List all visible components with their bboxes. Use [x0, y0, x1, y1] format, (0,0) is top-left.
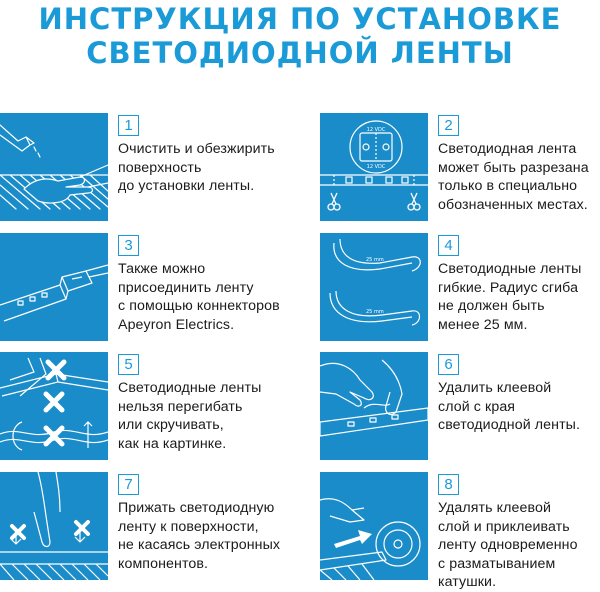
bend-radius-illustration: [320, 233, 428, 341]
step-8: [320, 472, 600, 590]
voltage-label-top: 12 VDC: [366, 127, 386, 133]
voltage-label-bottom: 12 VDC: [366, 164, 386, 170]
title-line-1: ИНСТРУКЦИЯ ПО УСТАНОВКЕ: [38, 2, 562, 36]
press-illustration: [0, 472, 108, 580]
peel-illustration: [320, 352, 428, 460]
step-number: 8: [438, 474, 459, 495]
radius-label-2: 25 mm: [366, 309, 384, 315]
step-number: 7: [118, 474, 139, 495]
bending-forbidden-illustration: [0, 352, 108, 460]
step-text: Удалять клеевой слой и приклеивать ленту одновременно с разматыванием катушки.: [438, 500, 578, 590]
step-3: [0, 233, 290, 341]
reel-illustration: [320, 472, 428, 580]
step-6: [320, 352, 600, 460]
step-number: 5: [118, 354, 139, 375]
step-number: 4: [438, 235, 459, 256]
step-text: Удалить клеевой слой с края светодиодной ленты.: [438, 380, 581, 433]
step-text: Прижать светодиодную ленту к поверхности, не касаясь электронных компонентов.: [118, 500, 281, 572]
step-number: 6: [438, 354, 459, 375]
step-number: 1: [118, 115, 139, 136]
connector-illustration: [0, 233, 108, 341]
step-5: [0, 352, 290, 460]
title-line-2: СВЕТОДИОДНОЙ ЛЕНТЫ: [86, 36, 514, 70]
step-number: 2: [438, 115, 459, 136]
cut-marks-illustration: [320, 113, 428, 221]
radius-label: 25 mm: [366, 257, 384, 263]
step-text: Светодиодные ленты гибкие. Радиус сгиба не должен быть менее 25 мм.: [438, 261, 582, 333]
page-title: [0, 2, 600, 70]
scissors-icon: [328, 193, 420, 210]
step-text: Светодиодные ленты нельзя перегибать или скручивать, как на картинке.: [118, 380, 262, 452]
step-text: Также можно присоединить ленту с помощью коннекторов Apeyron Electrics.: [118, 261, 280, 333]
cleaning-illustration: [0, 113, 108, 221]
cross-icon: [46, 362, 64, 444]
step-1: [0, 113, 290, 221]
step-number: 3: [118, 235, 139, 256]
step-text: Очистить и обезжирить поверхность до установки ленты.: [118, 141, 275, 194]
step-7: [0, 472, 290, 580]
arrow-icon: [334, 530, 372, 548]
step-4: [320, 233, 600, 341]
step-2: [320, 113, 600, 221]
cross-icon: [12, 522, 88, 538]
step-text: Светодиодная лента может быть разрезана только в специально обозначенных местах.: [438, 141, 589, 213]
